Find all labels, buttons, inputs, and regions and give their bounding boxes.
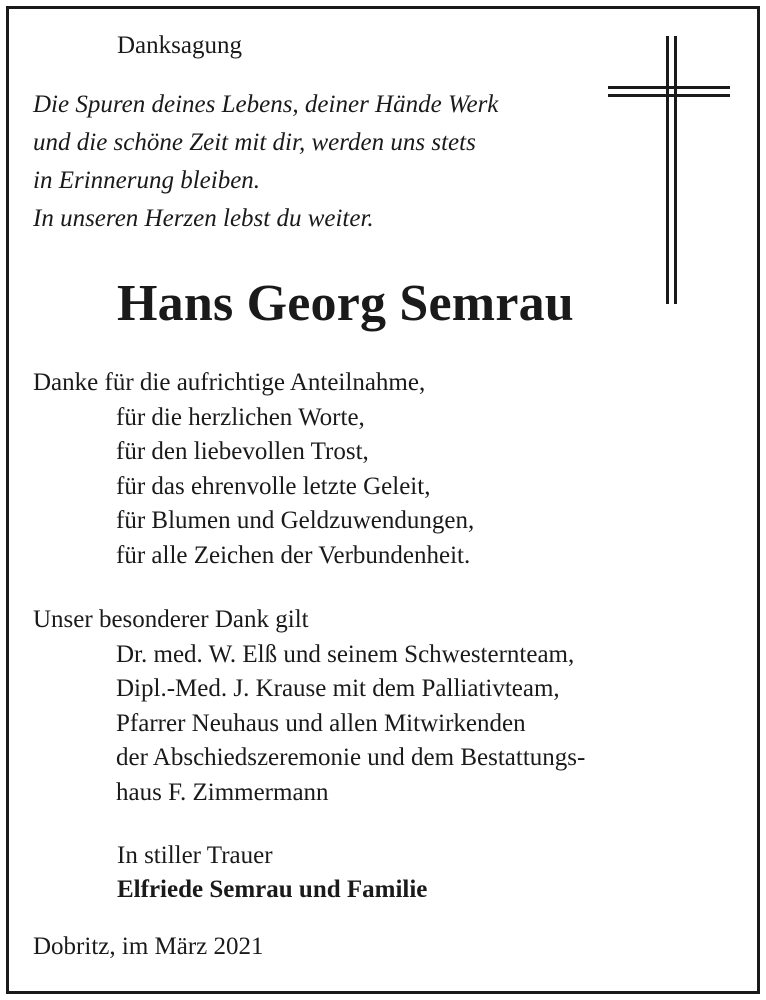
verse-line: und die schöne Zeit mit dir, werden uns stets [33,129,476,156]
verse-line: In unseren Herzen lebst du weiter. [33,205,374,232]
place-date: Dobritz, im März 2021 [33,933,264,960]
special-thanks-section [33,603,585,810]
special-thanks-intro: Unser besonderer Dank gilt [33,606,309,633]
deceased-name: Hans Georg Semrau [117,275,574,332]
special-thanks-item: Dr. med. W. Elß und seinem Schwesternteam, [116,640,575,668]
family-signature: Elfriede Semrau und Familie [117,876,428,903]
mourning-line: In stiller Trauer [117,842,273,869]
special-thanks-item: Dipl.-Med. J. Krause mit dem Palliativteam, [116,675,560,702]
mourning-block [117,839,427,907]
thanks-item: für das ehrenvolle letzte Geleit, [116,472,431,500]
memorial-verse [33,86,498,238]
verse-line: in Erinnerung bleiben. [33,167,261,194]
notice-heading: Danksagung [117,32,242,59]
thanks-section [33,366,474,573]
special-thanks-item: der Abschiedszeremonie und dem Bestattungs- [116,744,586,771]
special-thanks-item: haus F. Zimmermann [116,778,329,806]
thanks-item: für den liebevollen Trost, [116,438,369,465]
thanks-item: für die herzlichen Worte, [116,403,365,431]
special-thanks-item: Pfarrer Neuhaus und allen Mitwirkenden [116,709,526,737]
thanks-item: für Blumen und Geldzuwendungen, [116,507,475,534]
thanks-intro: Danke für die aufrichtige Anteilnahme, [33,369,426,396]
cross-icon [606,36,730,306]
thanks-item: für alle Zeichen der Verbundenheit. [116,541,471,569]
verse-line: Die Spuren deines Lebens, deiner Hände Werk [33,91,499,118]
